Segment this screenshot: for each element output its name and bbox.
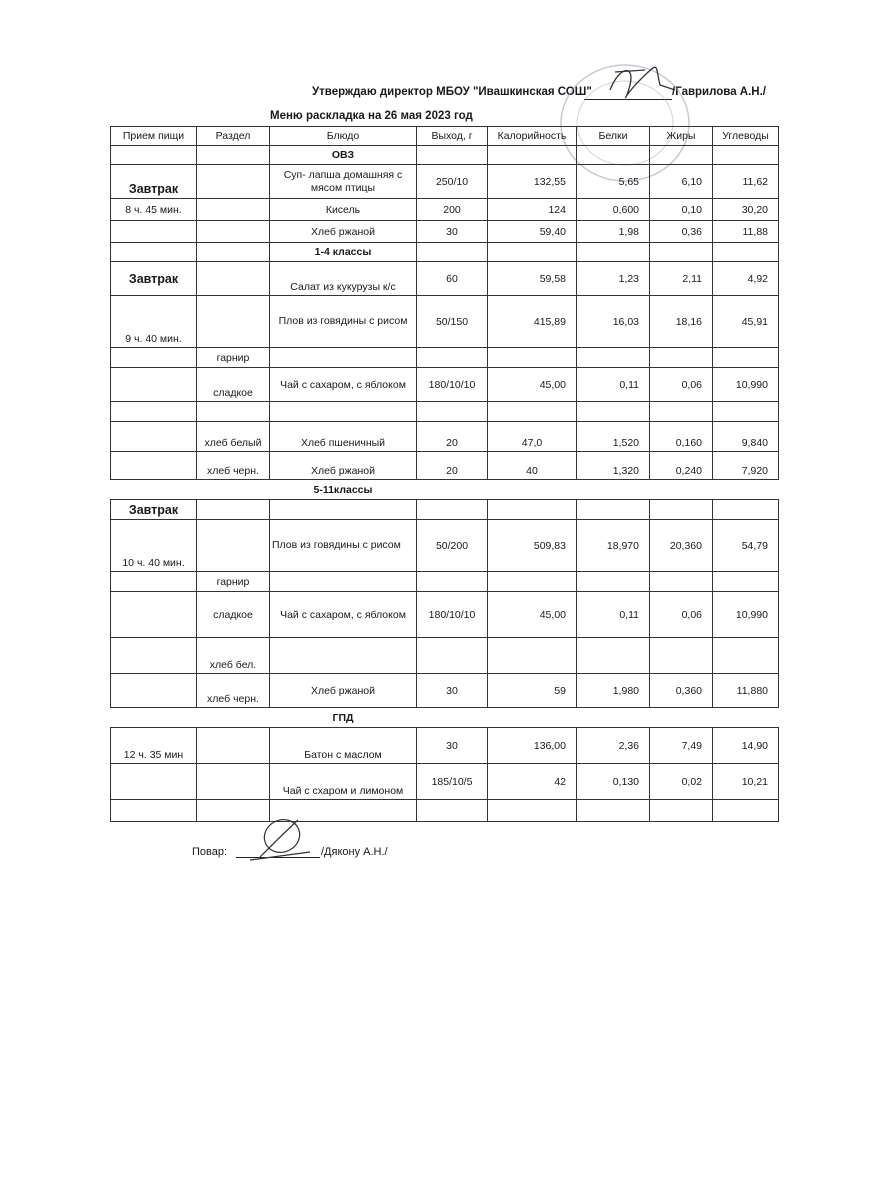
section-title: ГПД bbox=[270, 708, 417, 728]
header-row bbox=[111, 127, 779, 146]
section-title-row bbox=[111, 243, 779, 262]
fat: 2,11 bbox=[650, 262, 713, 296]
table-row bbox=[111, 728, 779, 764]
table-row bbox=[111, 800, 779, 822]
table-row bbox=[111, 674, 779, 708]
protein: 0,11 bbox=[577, 592, 650, 638]
dish: Хлеб ржаной bbox=[270, 221, 417, 243]
menu-section: хлеб бел. bbox=[197, 638, 270, 674]
kcal: 40 bbox=[488, 452, 577, 480]
fat: 6,10 bbox=[650, 165, 713, 199]
yield: 180/10/10 bbox=[417, 368, 488, 402]
protein: 2,36 bbox=[577, 728, 650, 764]
meal-time: 8 ч. 45 мин. bbox=[111, 199, 197, 221]
menu-section: хлеб черн. bbox=[197, 452, 270, 480]
meal-time: 10 ч. 40 мин. bbox=[111, 520, 197, 572]
menu-table bbox=[110, 126, 779, 822]
carbs: 4,92 bbox=[713, 262, 779, 296]
table-row bbox=[111, 165, 779, 199]
table-row bbox=[111, 638, 779, 674]
kcal: 59,40 bbox=[488, 221, 577, 243]
dish: Хлеб ржаной bbox=[270, 674, 417, 708]
carbs: 9,840 bbox=[713, 422, 779, 452]
approval-text: Утверждаю директор МБОУ "Ивашкинская СОШ" bbox=[312, 86, 592, 98]
carbs: 11,88 bbox=[713, 221, 779, 243]
fat: 7,49 bbox=[650, 728, 713, 764]
section-title: ОВЗ bbox=[270, 146, 417, 165]
table-row bbox=[111, 221, 779, 243]
col-header: Раздел bbox=[197, 127, 270, 146]
protein: 1,520 bbox=[577, 422, 650, 452]
section-title-row bbox=[111, 146, 779, 165]
fat: 0,02 bbox=[650, 764, 713, 800]
table-row bbox=[111, 199, 779, 221]
table-row bbox=[111, 348, 779, 368]
protein: 1,23 bbox=[577, 262, 650, 296]
section-title: 1-4 классы bbox=[270, 243, 417, 262]
yield: 30 bbox=[417, 674, 488, 708]
cook-signature bbox=[240, 812, 320, 867]
document-title: Меню раскладка на 26 мая 2023 год bbox=[270, 110, 473, 122]
dish: Чай с сахаром, с яблоком bbox=[270, 592, 417, 638]
col-header: Углеводы bbox=[713, 127, 779, 146]
yield: 180/10/10 bbox=[417, 592, 488, 638]
fat: 0,06 bbox=[650, 368, 713, 402]
col-header: Прием пищи bbox=[111, 127, 197, 146]
dish: Хлеб пшеничный bbox=[270, 422, 417, 452]
dish: Плов из говядины с рисом bbox=[270, 296, 417, 348]
yield: 200 bbox=[417, 199, 488, 221]
table-row bbox=[111, 402, 779, 422]
yield: 30 bbox=[417, 728, 488, 764]
menu-section: хлеб черн. bbox=[197, 674, 270, 708]
table-row bbox=[111, 422, 779, 452]
carbs: 10,21 bbox=[713, 764, 779, 800]
kcal: 136,00 bbox=[488, 728, 577, 764]
carbs: 10,990 bbox=[713, 592, 779, 638]
menu-section: сладкое bbox=[197, 368, 270, 402]
menu-section: сладкое bbox=[197, 592, 270, 638]
table-row bbox=[111, 500, 779, 520]
meal-time: 9 ч. 40 мин. bbox=[111, 296, 197, 348]
carbs: 54,79 bbox=[713, 520, 779, 572]
col-header: Блюдо bbox=[270, 127, 417, 146]
kcal: 59 bbox=[488, 674, 577, 708]
dish: Плов из говядины с рисом bbox=[270, 520, 417, 572]
protein: 1,980 bbox=[577, 674, 650, 708]
col-header: Калорийность bbox=[488, 127, 577, 146]
carbs: 7,920 bbox=[713, 452, 779, 480]
dish: Чай с схаром и лимоном bbox=[270, 764, 417, 800]
yield: 185/10/5 bbox=[417, 764, 488, 800]
protein: 16,03 bbox=[577, 296, 650, 348]
table-row bbox=[111, 572, 779, 592]
protein: 0,600 bbox=[577, 199, 650, 221]
kcal: 415,89 bbox=[488, 296, 577, 348]
director-name: /Гаврилова А.Н./ bbox=[672, 86, 767, 98]
kcal: 45,00 bbox=[488, 592, 577, 638]
fat: 0,10 bbox=[650, 199, 713, 221]
menu-section: гарнир bbox=[197, 348, 270, 368]
fat: 0,160 bbox=[650, 422, 713, 452]
protein: 1,98 bbox=[577, 221, 650, 243]
yield: 250/10 bbox=[417, 165, 488, 199]
protein: 18,970 bbox=[577, 520, 650, 572]
kcal: 59,58 bbox=[488, 262, 577, 296]
table-row bbox=[111, 262, 779, 296]
meal-name: Завтрак bbox=[111, 165, 197, 199]
kcal: 124 bbox=[488, 199, 577, 221]
fat: 18,16 bbox=[650, 296, 713, 348]
table-row bbox=[111, 520, 779, 572]
carbs: 14,90 bbox=[713, 728, 779, 764]
table-row bbox=[111, 764, 779, 800]
col-header: Выход, г bbox=[417, 127, 488, 146]
dish: Суп- лапша домашняя с мясом птицы bbox=[270, 165, 417, 199]
cook-name: /Дякону А.Н./ bbox=[321, 846, 388, 858]
kcal: 47,0 bbox=[488, 422, 577, 452]
table-row bbox=[111, 296, 779, 348]
fat: 20,360 bbox=[650, 520, 713, 572]
table-row bbox=[111, 592, 779, 638]
yield: 20 bbox=[417, 452, 488, 480]
yield: 60 bbox=[417, 262, 488, 296]
section-title-row bbox=[111, 708, 779, 728]
section-title: 5-11классы bbox=[313, 483, 373, 496]
carbs: 11,62 bbox=[713, 165, 779, 199]
yield: 20 bbox=[417, 422, 488, 452]
table-row bbox=[111, 368, 779, 402]
dish: Чай с сахаром, с яблоком bbox=[270, 368, 417, 402]
meal-name: Завтрак bbox=[111, 262, 197, 296]
meal-name: Завтрак bbox=[111, 500, 197, 520]
yield: 50/150 bbox=[417, 296, 488, 348]
menu-section: хлеб белый bbox=[197, 422, 270, 452]
dish: Кисель bbox=[270, 199, 417, 221]
cook-label: Повар: bbox=[192, 846, 228, 858]
protein: 1,320 bbox=[577, 452, 650, 480]
carbs: 45,91 bbox=[713, 296, 779, 348]
fat: 0,36 bbox=[650, 221, 713, 243]
dish: Батон с маслом bbox=[270, 728, 417, 764]
col-header: Белки bbox=[577, 127, 650, 146]
kcal: 132,55 bbox=[488, 165, 577, 199]
dish: Салат из кукурузы к/с bbox=[270, 262, 417, 296]
kcal: 45,00 bbox=[488, 368, 577, 402]
fat: 0,06 bbox=[650, 592, 713, 638]
table-row bbox=[111, 452, 779, 480]
protein: 5,65 bbox=[577, 165, 650, 199]
protein: 0,11 bbox=[577, 368, 650, 402]
fat: 0,360 bbox=[650, 674, 713, 708]
kcal: 42 bbox=[488, 764, 577, 800]
carbs: 30,20 bbox=[713, 199, 779, 221]
yield: 30 bbox=[417, 221, 488, 243]
kcal: 509,83 bbox=[488, 520, 577, 572]
dish: Хлеб ржаной bbox=[270, 452, 417, 480]
director-signature bbox=[600, 60, 680, 105]
col-header: Жиры bbox=[650, 127, 713, 146]
carbs: 10,990 bbox=[713, 368, 779, 402]
protein: 0,130 bbox=[577, 764, 650, 800]
section-title-row bbox=[111, 480, 779, 500]
meal-time: 12 ч. 35 мин bbox=[111, 728, 197, 764]
carbs: 11,880 bbox=[713, 674, 779, 708]
menu-section: гарнир bbox=[197, 572, 270, 592]
fat: 0,240 bbox=[650, 452, 713, 480]
yield: 50/200 bbox=[417, 520, 488, 572]
